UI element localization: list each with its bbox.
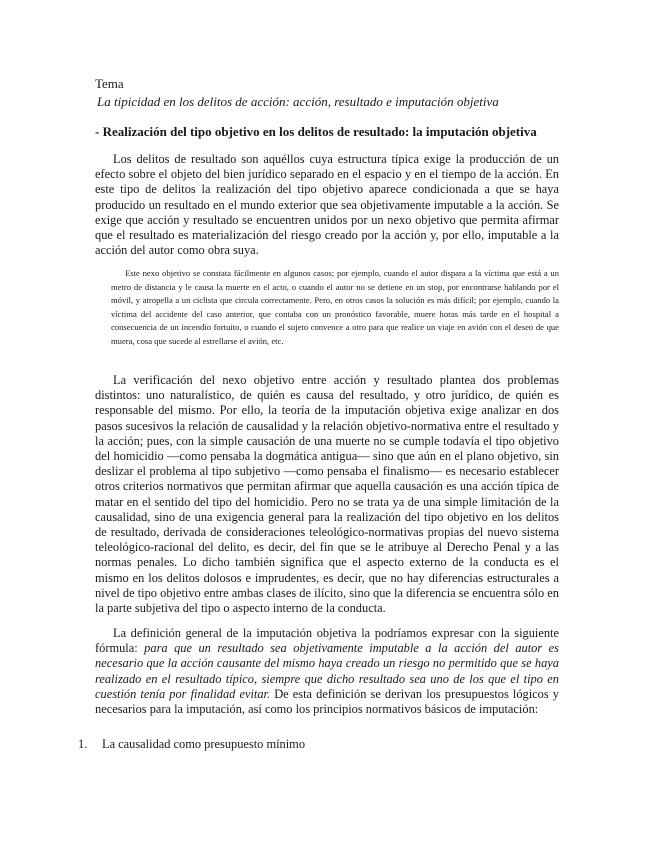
list-item-number: 1. [78,737,88,751]
indented-quote: Este nexo objetivo se constata fácilmente en algunos casos; por ejemplo, cuando el autor dispara a la víctima que está a un metro de distancia y le causa la muerte en el acto, o cuando el autor no se detiene en un stop, por encontrarse hablando por el móvil, y atropella a un ciclista que circula correctamente. Pero, en otros casos la solución es más difícil; por ejemplo, cuando la víctima del accidente del caso anterior, que contaba con un pronóstico favorable, muere horas más tarde en el hospital a consecuencia de un incendio fortuito, o cuando el sujeto convence a otro para que realice un viaje en avión con el deseo de que muera, cosa que sucede al estrellarse el avión, etc. [111,268,559,346]
paragraph-3-outro: De esta definición se derivan los presupuestos lógicos y necesarios para la imputación, así como los principios normativos básicos de imputación: [95,686,559,717]
paragraph-3-intro: La definición general de la imputación objetiva la podríamos expresar con la siguiente fórmula: [95,626,559,656]
tema-label: Tema [95,76,124,91]
imputation-definition: para que un resultado sea objetivamente imputable a la acción del autor es necesario que la acción causante del mismo haya creado un riesgo no permitido que se haya realizado en el resultado típico, siempre que dicho resultado sea uno de los que el tipo en cuestión tenía por finalidad evitar. [95,641,559,701]
list-item-text: La causalidad como presupuesto mínimo [102,737,306,751]
document-subtitle: La tipicidad en los delitos de acción: acción, resultado e imputación objetiva [97,94,499,109]
paragraph-1: Los delitos de resultado son aquéllos cuya estructura típica exige la producción de un efecto sobre el objeto del bien jurídico separado en el espacio y en el tiempo de la acción. En este tipo de delitos la realización del tipo objetivo aparece condicionada a que se haya producido un resultado en el mundo exterior que sea objetivamente imputable a la acción. Se exige que acción y resultado se encuentren unidos por un nexo objetivo que permita afirmar que el resultado es materialización del riesgo creado por la acción y, por ello, imputable a la acción del autor como obra suya. [95,152,559,258]
paragraph-3 [95,626,559,717]
paragraph-2: La verificación del nexo objetivo entre acción y resultado plantea dos problemas distintos: uno naturalístico, de quién es causa del resultado, y otro jurídico, de quién es responsable del mismo. Por ello, la teoría de la imputación objetiva exige analizar en dos pasos sucesivos la relación de causalidad y la relación objetivo-normativa entre el resultado y la acción; pues, con la simple causación de una muerte no se cumple todavía el tipo objetivo del homicidio —como pensaba la dogmática antigua— sino que aún en el plano objetivo, sin deslizar el problema al tipo subjetivo —como pensaba el finalismo— es necesario establecer otros criterios normativos que permitan afirmar que aquella causación es una acción típica de matar en el sentido del tipo del homicidio. Pero no se trata ya de una simple limitación de la causalidad, sino de una exigencia general para la realización del tipo objetivo en los delitos de resultado, derivada de consideraciones teleológico-normativas propias del nuevo sistema teleológico-racional del delito, es decir, del fin que se le atribuye al Derecho Penal y a las normas penales. Lo dicho también significa que el aspecto externo de la conducta es el mismo en los delitos dolosos e imprudentes, es decir, que no hay diferencias estructurales a nivel de tipo objetivo entre ambas clases de ilícito, sino que la diferencia se encuentra sólo en la parte subjetiva del tipo o aspecto interno de la conducta. [95,373,559,616]
section-heading: - Realización del tipo objetivo en los delitos de resultado: la imputación objetiva [95,124,537,139]
list-item [78,737,305,752]
